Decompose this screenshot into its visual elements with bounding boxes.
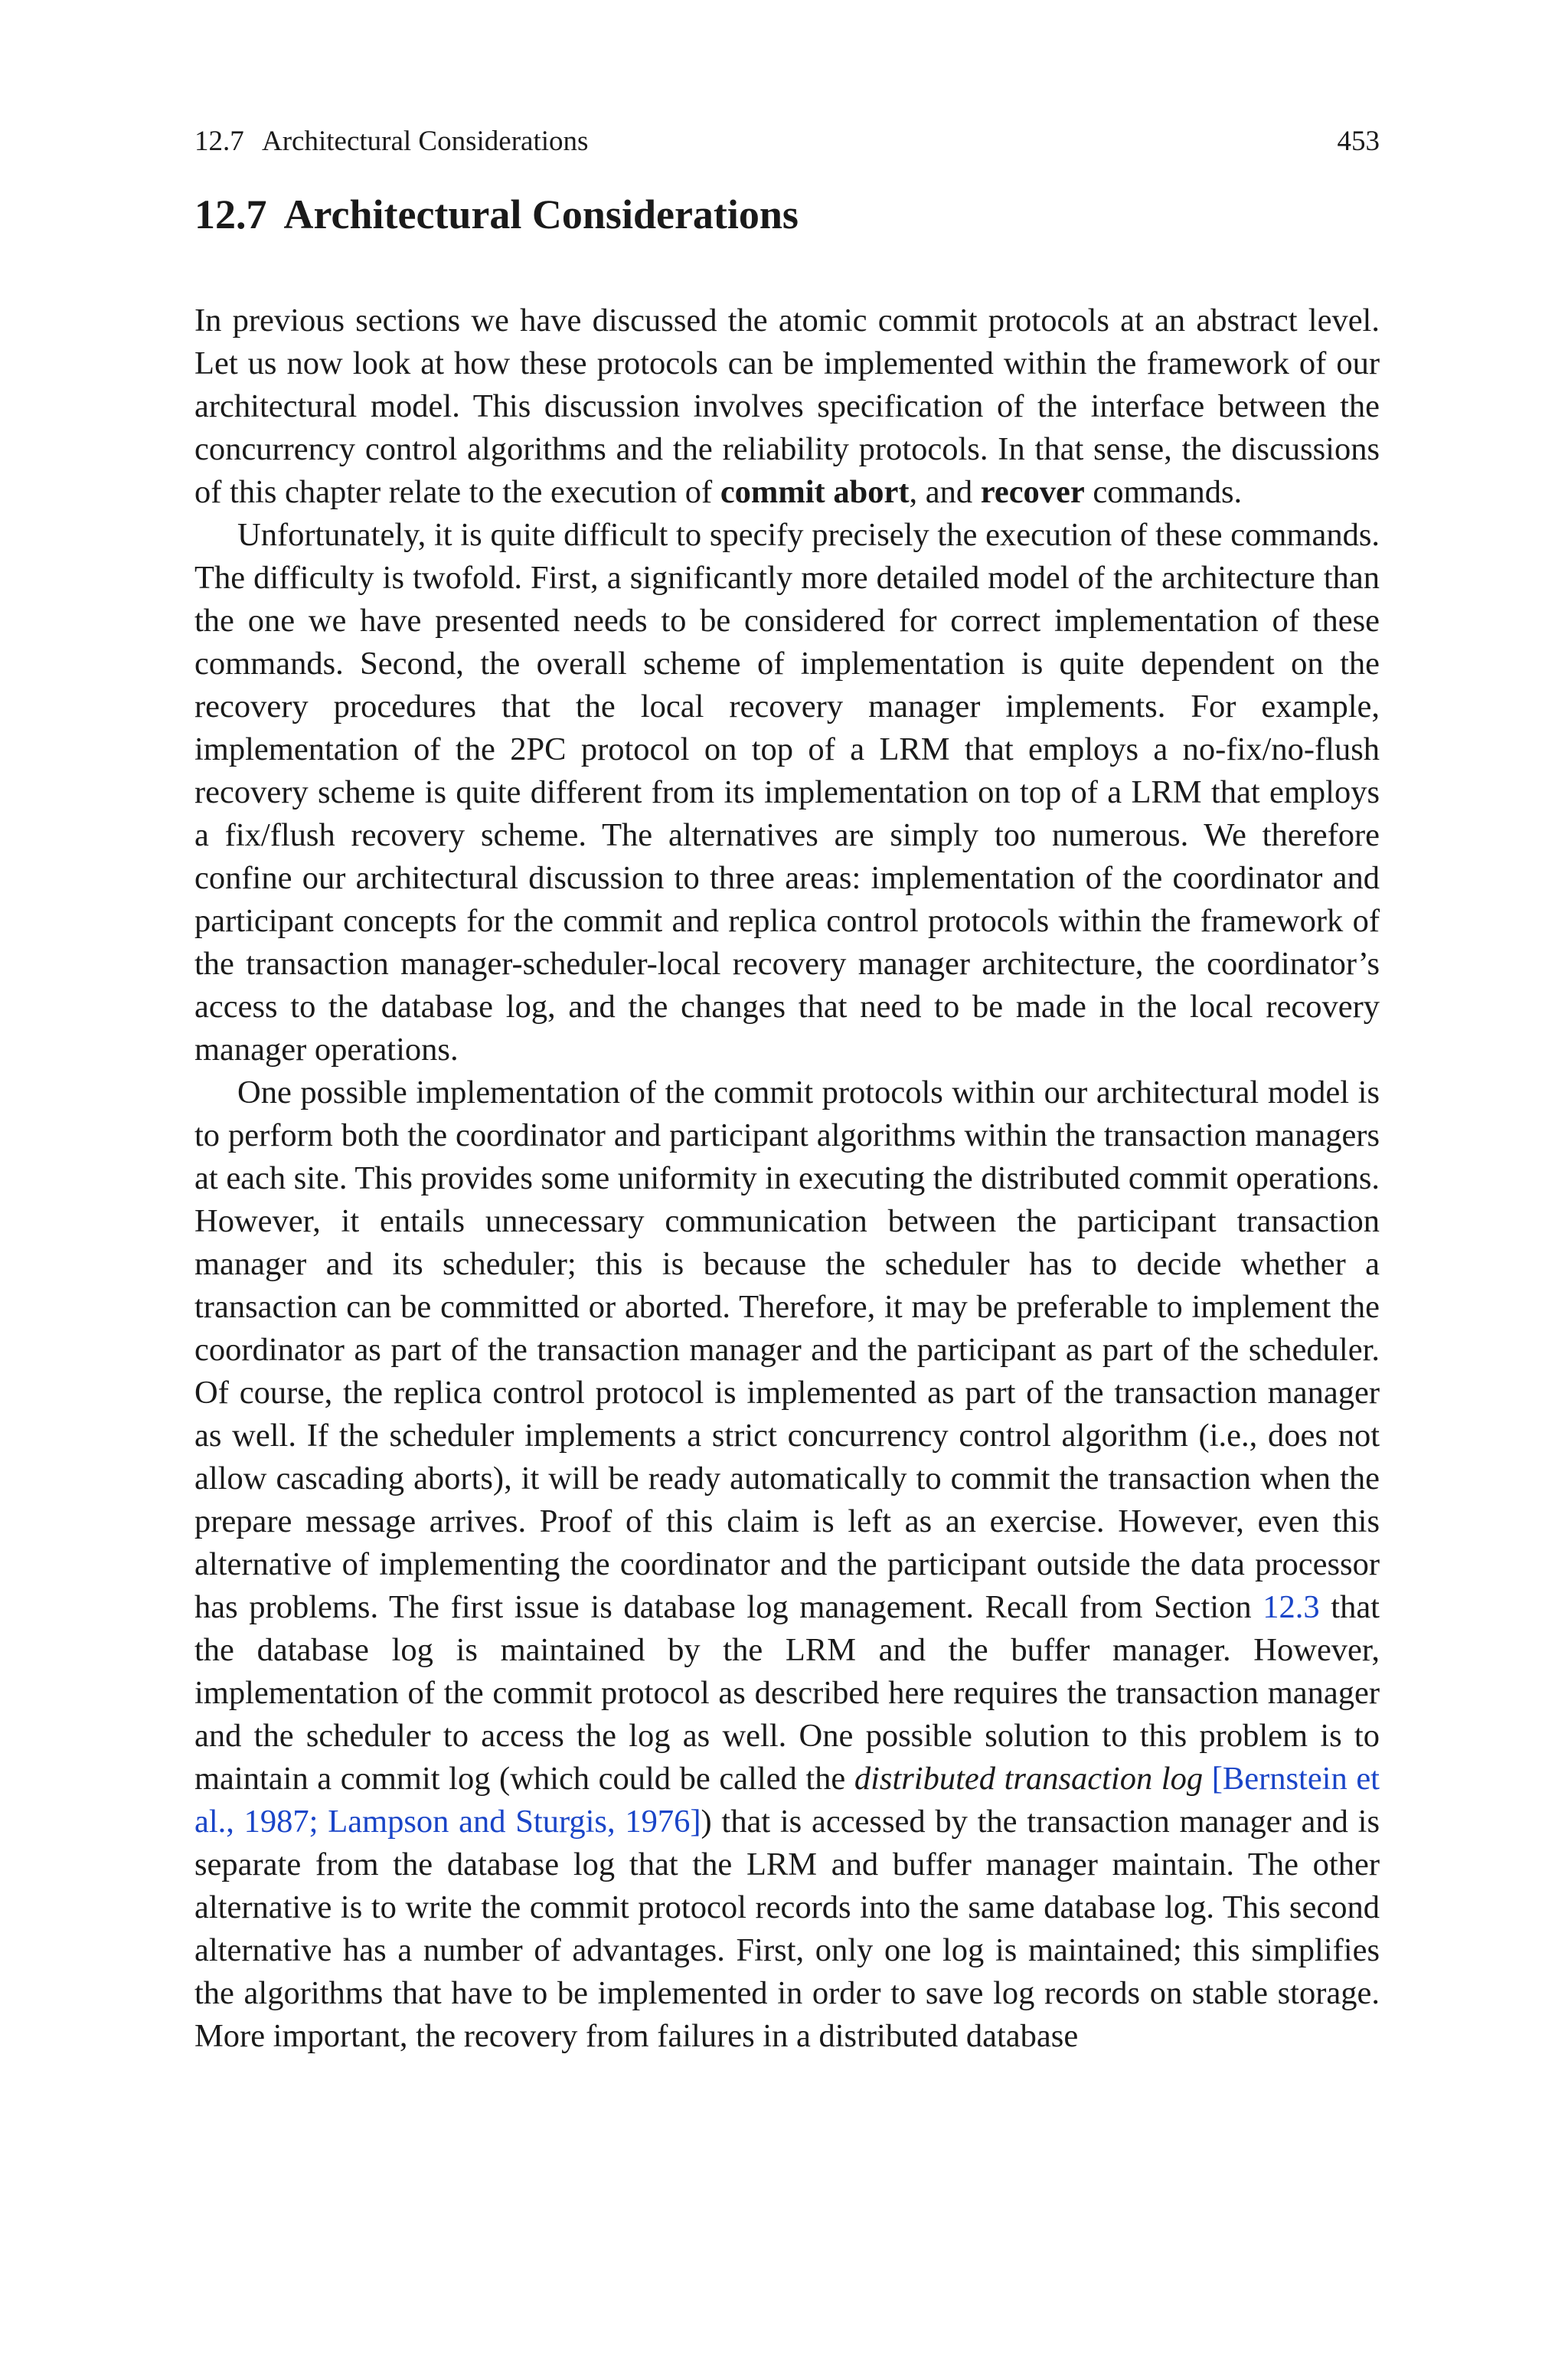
section-number: 12.7 <box>194 191 267 237</box>
citation-link[interactable]: [Bernstein et al., 1987; Lampson and Sturgis, 1976] <box>194 1761 1380 1840</box>
paragraph-text: that the database log is maintained by the LRM and the buffer manager. However, implementation of the commit protocol as described here requires the transaction manager and the scheduler to access the log as well. One possible solution to this problem is to maintain a commit log (which could be called the <box>194 1589 1380 1797</box>
paragraph-1 <box>194 299 1380 514</box>
section-heading <box>194 188 1380 241</box>
paragraph-3 <box>194 1071 1380 2058</box>
paragraph-2: Unfortunately, it is quite difficult to specify precisely the execution of these commands. The difficulty is twofold. First, a significantly more detailed model of the architecture than the one we have presented needs to be considered for correct implementation of these commands. Second, the overall scheme of implementation is quite dependent on the recovery procedures that the local recovery manager implements. For example, implementation of the 2PC protocol on top of a LRM that employs a no-fix/no-flush recovery scheme is quite different from its implementation on top of a LRM that employs a fix/flush recovery scheme. The alternatives are simply too numerous. We therefore confine our architectural discussion to three areas: implementation of the coordinator and participant concepts for the commit and replica control protocols within the framework of the transaction manager-scheduler-local recovery manager architecture, the coordinator’s access to the database log, and the changes that need to be made in the local recovery manager operations. <box>194 517 1380 1068</box>
paragraph-text: In previous sections we have discussed the atomic commit protocols at an abstract level. Let us now look at how these protocols can be implemented within the framework of our architectural model. This discussion involves specification of the interface between the concurrency control algorithms and the reliability protocols. In that sense, the discussions of this chapter relate to the execution of <box>194 303 1380 510</box>
section-link[interactable]: 12.3 <box>1263 1589 1320 1625</box>
paragraph-text: , and <box>909 474 981 510</box>
running-head <box>194 123 1380 161</box>
running-head-section: 12.7 <box>194 126 244 157</box>
italic-term: distributed transaction log <box>854 1761 1204 1797</box>
page-number: 453 <box>1337 126 1380 157</box>
paragraph-text: ) that is accessed by the transaction manager and is separate from the database log that the LRM and buffer manager maintain. The other alternative is to write the commit protocol records into the same database log. This second alternative has a number of advantages. First, only one log is maintained; this simplifies the algorithms that have to be implemented in order to save log records on stable storage. More important, the recovery from failures in a distributed database <box>194 1804 1380 2054</box>
running-head-title: Architectural Considerations <box>262 126 589 157</box>
section-title-text: Architectural Considerations <box>283 191 799 237</box>
paragraph-text: commands. <box>1084 474 1243 510</box>
bold-term: commit abort <box>720 474 910 510</box>
body-text <box>194 299 1380 2058</box>
paragraph-text: One possible implementation of the commit protocols within our architectural model is to perform both the coordinator and participant algorithms within the transaction managers at each site. This provides some uniformity in executing the distributed commit operations. However, it entails unnecessary communication between the participant transaction manager and its scheduler; this is because the scheduler has to decide whether a transaction can be committed or aborted. Therefore, it may be preferable to implement the coordinator as part of the transaction manager and the participant as part of the scheduler. Of course, the replica control protocol is implemented as part of the transaction manager as well. If the scheduler implements a strict concurrency control algorithm (i.e., does not allow cascading aborts), it will be ready automatically to commit the transaction when the prepare message arrives. Proof of this claim is left as an exercise. However, even this alternative of implementing the coordinator and the participant outside the data processor has problems. The first issue is database log management. Recall from Section <box>194 1075 1380 1625</box>
paragraph-text <box>1203 1761 1212 1797</box>
bold-term: recover <box>980 474 1085 510</box>
